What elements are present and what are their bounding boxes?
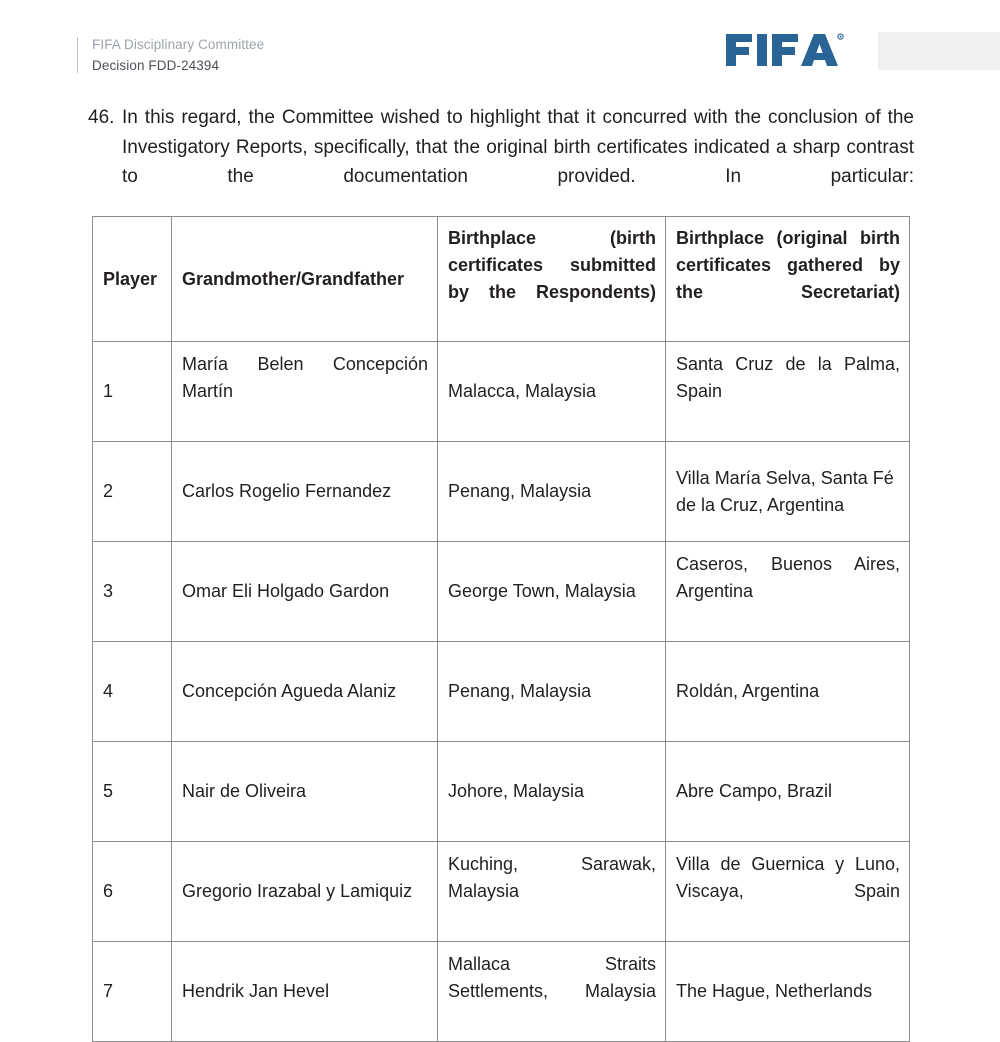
cell-player: 7 xyxy=(93,942,172,1042)
column-header-player: Player xyxy=(93,217,172,342)
fifa-logo-mark xyxy=(724,30,844,70)
table-row xyxy=(93,342,910,442)
cell-birthplace-original: Villa de Guernica y Luno, Viscaya, Spain xyxy=(666,842,910,942)
table-row xyxy=(93,542,910,642)
cell-relative: Omar Eli Holgado Gardon xyxy=(172,542,438,642)
birthplace-comparison-table xyxy=(92,216,910,1042)
cell-player: 4 xyxy=(93,642,172,742)
header-placeholder-box xyxy=(878,32,1000,70)
cell-relative: María Belen Concepción Martín xyxy=(172,342,438,442)
table-header-row xyxy=(93,217,910,342)
cell-player: 3 xyxy=(93,542,172,642)
cell-player: 2 xyxy=(93,442,172,542)
table-row xyxy=(93,742,910,842)
cell-relative: Carlos Rogelio Fernandez xyxy=(172,442,438,542)
paragraph-text: In this regard, the Committee wished to highlight that it concurred with the conclusion of the Investigatory Reports, specifically, that the original birth certificates indicated a sharp contrast to the documentation provided. In particular: xyxy=(122,107,914,187)
column-header-grandparent: Grandmother/Grandfather xyxy=(172,217,438,342)
fifa-logo xyxy=(724,30,844,70)
table-row xyxy=(93,842,910,942)
cell-birthplace-submitted: Malacca, Malaysia xyxy=(438,342,666,442)
cell-birthplace-original: Villa María Selva, Santa Fé de la Cruz, Argentina xyxy=(666,442,910,542)
decision-reference: Decision FDD-24394 xyxy=(92,58,220,73)
cell-birthplace-original: Santa Cruz de la Palma, Spain xyxy=(666,342,910,442)
cell-player: 1 xyxy=(93,342,172,442)
column-header-birthplace-original: Birthplace (original birth certificates gathered by the Secretariat) xyxy=(666,217,910,342)
column-header-birthplace-submitted: Birthplace (birth certificates submitted by the Respondents) xyxy=(438,217,666,342)
cell-player: 5 xyxy=(93,742,172,842)
cell-relative: Nair de Oliveira xyxy=(172,742,438,842)
cell-player: 6 xyxy=(93,842,172,942)
cell-birthplace-submitted: Penang, Malaysia xyxy=(438,442,666,542)
cell-birthplace-submitted: Penang, Malaysia xyxy=(438,642,666,742)
cell-birthplace-original: The Hague, Netherlands xyxy=(666,942,910,1042)
paragraph-46 xyxy=(88,103,914,221)
header-divider-rule xyxy=(77,37,78,73)
header-metadata xyxy=(92,34,264,76)
cell-birthplace-submitted: George Town, Malaysia xyxy=(438,542,666,642)
committee-name: FIFA Disciplinary Committee xyxy=(92,37,265,52)
cell-birthplace-submitted: Kuching, Sarawak, Malaysia xyxy=(438,842,666,942)
cell-birthplace-submitted: Johore, Malaysia xyxy=(438,742,666,842)
cell-relative: Hendrik Jan Hevel xyxy=(172,942,438,1042)
cell-birthplace-original: Abre Campo, Brazil xyxy=(666,742,910,842)
paragraph-number: 46. xyxy=(88,107,115,128)
table-row xyxy=(93,642,910,742)
table-row xyxy=(93,942,910,1042)
page-header xyxy=(0,0,1000,95)
cell-birthplace-original: Roldán, Argentina xyxy=(666,642,910,742)
cell-relative: Gregorio Irazabal y Lamiquiz xyxy=(172,842,438,942)
cell-birthplace-submitted: Mallaca Straits Settlements, Malaysia xyxy=(438,942,666,1042)
table-row xyxy=(93,442,910,542)
cell-relative: Concepción Agueda Alaniz xyxy=(172,642,438,742)
cell-birthplace-original: Caseros, Buenos Aires, Argentina xyxy=(666,542,910,642)
